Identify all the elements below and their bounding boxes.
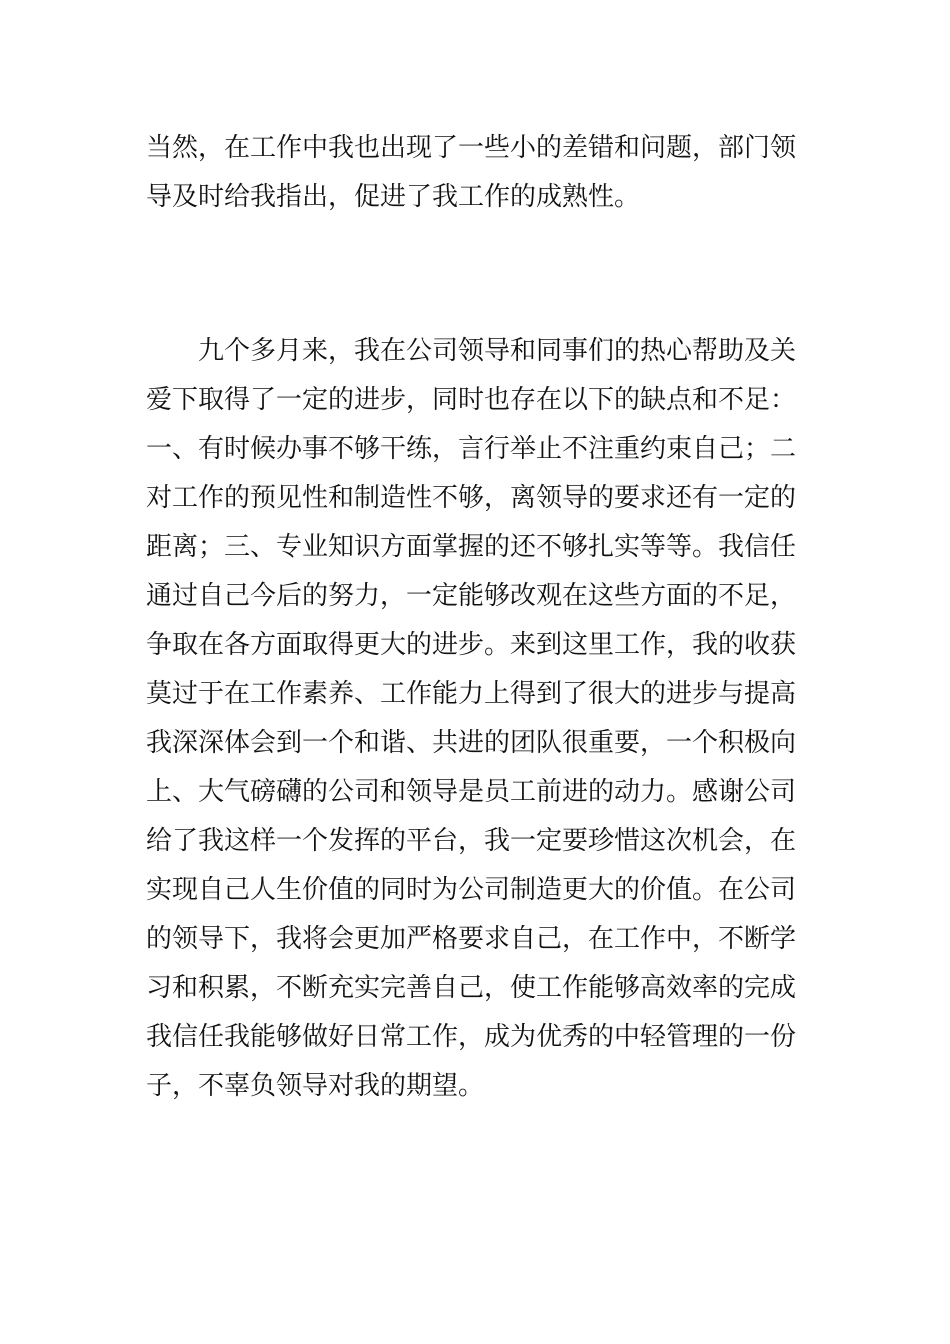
paragraph-line: 莫过于在工作素养、工作能力上得到了很大的进步与提高 <box>146 679 797 709</box>
paragraph-line: 争取在各方面取得更大的进步。来到这里工作，我的收获 <box>146 630 797 660</box>
paragraph-1 <box>146 124 826 222</box>
paragraph-line: 一、有时候办事不够干练，言行举止不注重约束自己；二 <box>146 434 797 464</box>
paragraph-line: 对工作的预见性和制造性不够，离领导的要求还有一定的 <box>146 483 797 513</box>
paragraph-line: 给了我这样一个发挥的平台，我一定要珍惜这次机会，在 <box>146 826 797 856</box>
paragraph-line: 通过自己今后的努力，一定能够改观在这些方面的不足， <box>146 581 797 611</box>
paragraph-line: 当然，在工作中我也出现了一些小的差错和问题，部门领 <box>146 133 797 163</box>
paragraph-line: 我信任我能够做好日常工作，成为优秀的中轻管理的一份 <box>146 1022 797 1052</box>
paragraph-2 <box>146 327 826 1111</box>
paragraph-line: 的领导下，我将会更加严格要求自己，在工作中，不断学 <box>146 924 797 954</box>
paragraph-line: 实现自己人生价值的同时为公司制造更大的价值。在公司 <box>146 875 797 905</box>
paragraph-line: 九个多月来，我在公司领导和同事们的热心帮助及关 <box>198 336 797 366</box>
paragraph-line: 子，不辜负领导对我的期望。 <box>146 1071 485 1101</box>
paragraph-line: 爱下取得了一定的进步，同时也存在以下的缺点和不足： <box>146 385 797 415</box>
paragraph-line: 导及时给我指出，促进了我工作的成熟性。 <box>146 182 641 212</box>
paragraph-line: 上、大气磅礴的公司和领导是员工前进的动力。感谢公司 <box>146 777 797 807</box>
paragraph-line: 我深深体会到一个和谐、共进的团队很重要，一个积极向 <box>146 728 797 758</box>
paragraph-line: 习和积累，不断充实完善自己，使工作能够高效率的完成 <box>146 973 797 1003</box>
paragraph-line: 距离；三、专业知识方面掌握的还不够扎实等等。我信任 <box>146 532 797 562</box>
